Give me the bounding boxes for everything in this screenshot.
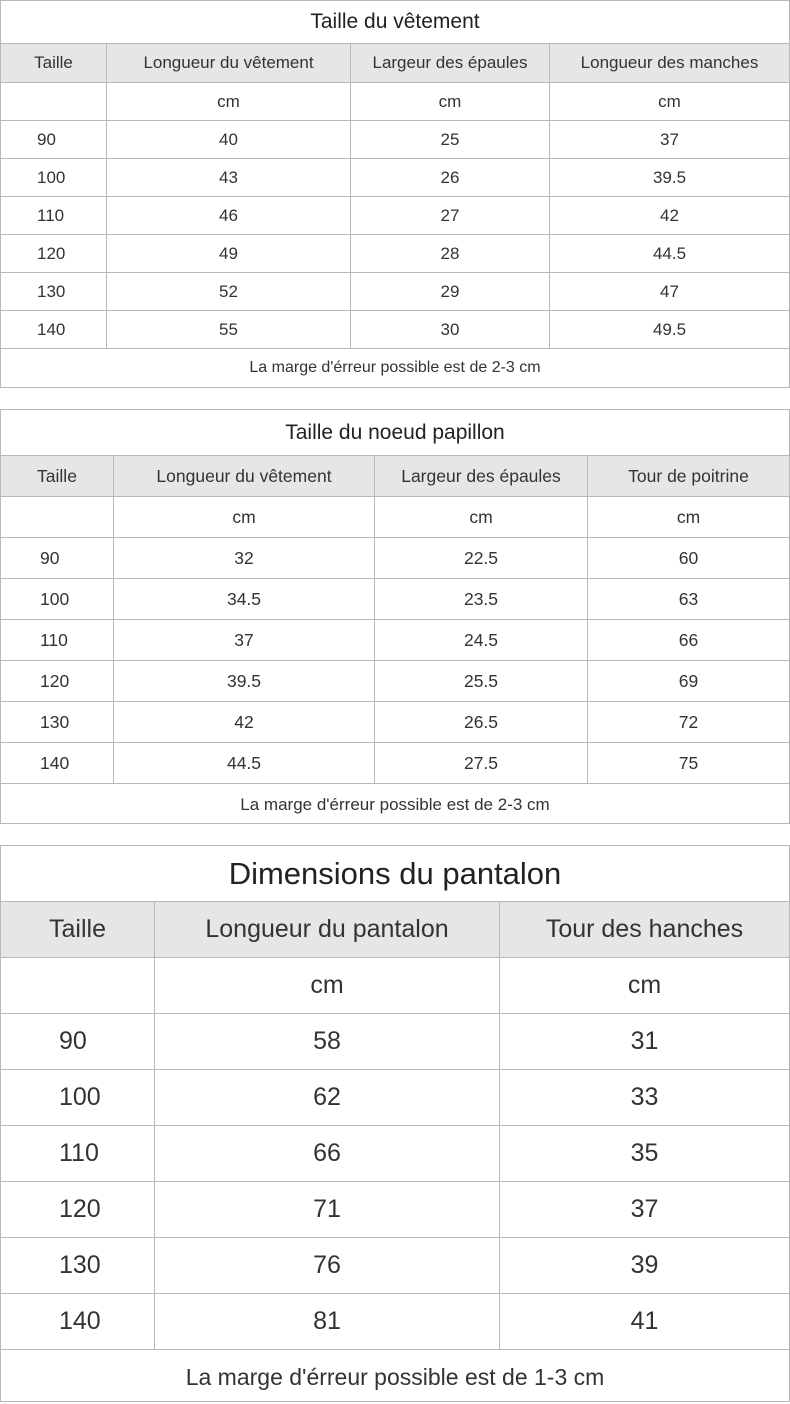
size-cell: 110 — [1, 197, 107, 234]
table-row — [1, 311, 789, 349]
unit-cell — [1, 497, 114, 537]
unit-cell: cm — [107, 83, 351, 120]
value-cell: 23.5 — [375, 579, 588, 619]
table-title: Dimensions du pantalon — [1, 846, 789, 902]
value-cell: 44.5 — [114, 743, 375, 783]
table-row — [1, 1014, 789, 1070]
unit-row — [1, 497, 789, 538]
table-row — [1, 702, 789, 743]
value-cell: 66 — [678, 629, 699, 650]
header-row — [1, 902, 789, 958]
unit-cell — [1, 958, 155, 1013]
value-cell: 76 — [155, 1238, 500, 1293]
value-cell: 69 — [678, 670, 699, 691]
table-footer-note: La marge d'érreur possible est de 2-3 cm — [240, 794, 550, 814]
unit-row — [1, 83, 789, 121]
size-cell: 130 — [1, 1238, 155, 1293]
value-cell: 42 — [114, 702, 375, 742]
value-cell: 71 — [155, 1182, 500, 1237]
header-cell: Longueur des manches — [580, 53, 759, 72]
value-cell: 37 — [630, 1195, 659, 1223]
table-footer-note: La marge d'érreur possible est de 1-3 cm — [185, 1363, 605, 1390]
size-cell: 110 — [1, 1126, 155, 1181]
value-cell: 44.5 — [652, 243, 687, 263]
table-taille-vetement — [0, 0, 790, 388]
value-cell: 46 — [107, 197, 351, 234]
value-cell: 25.5 — [375, 661, 588, 701]
header-cell: Largeur des épaules — [351, 44, 550, 82]
header-cell: Longueur du pantalon — [155, 902, 500, 957]
size-cell: 100 — [1, 1070, 155, 1125]
header-cell: Largeur des épaules — [375, 456, 588, 496]
header-cell: Longueur du vêtement — [107, 44, 351, 82]
table-row — [1, 273, 789, 311]
value-cell: 31 — [630, 1027, 659, 1055]
value-cell: 49.5 — [652, 319, 687, 339]
value-cell: 33 — [630, 1083, 659, 1111]
header-cell: Tour de poitrine — [628, 465, 749, 486]
value-cell: 42 — [660, 205, 679, 225]
table-noeud-papillon — [0, 409, 790, 824]
table-title: Taille du noeud papillon — [1, 410, 789, 456]
size-cell: 110 — [1, 620, 114, 660]
table-row — [1, 661, 789, 702]
header-cell: Tour des hanches — [545, 915, 744, 943]
unit-cell: cm — [351, 83, 550, 120]
unit-row — [1, 958, 789, 1014]
unit-cell: cm — [155, 958, 500, 1013]
value-cell: 26 — [351, 159, 550, 196]
table-row — [1, 197, 789, 235]
size-cell: 90 — [1, 1014, 155, 1069]
table-title: Taille du vêtement — [1, 1, 789, 44]
value-cell: 30 — [351, 311, 550, 348]
value-cell: 75 — [678, 752, 699, 773]
size-cell: 100 — [1, 159, 107, 196]
unit-cell: cm — [676, 506, 701, 527]
value-cell: 58 — [155, 1014, 500, 1069]
table-row — [1, 235, 789, 273]
table-dimensions-pantalon — [0, 845, 790, 1402]
value-cell: 40 — [107, 121, 351, 158]
value-cell: 66 — [155, 1126, 500, 1181]
size-cell: 90 — [1, 538, 114, 578]
header-cell: Taille — [1, 456, 114, 496]
value-cell: 27 — [351, 197, 550, 234]
header-row — [1, 456, 789, 497]
value-cell: 27.5 — [375, 743, 588, 783]
table-row — [1, 1238, 789, 1294]
value-cell: 60 — [678, 547, 699, 568]
header-cell: Taille — [1, 902, 155, 957]
table-row — [1, 538, 789, 579]
value-cell: 37 — [114, 620, 375, 660]
unit-cell: cm — [375, 497, 588, 537]
size-cell: 140 — [1, 743, 114, 783]
table-footer-note: La marge d'érreur possible est de 2-3 cm — [249, 359, 541, 376]
value-cell: 62 — [155, 1070, 500, 1125]
value-cell: 39.5 — [114, 661, 375, 701]
size-cell: 90 — [1, 121, 107, 158]
header-row — [1, 44, 789, 83]
value-cell: 81 — [155, 1294, 500, 1349]
value-cell: 29 — [351, 273, 550, 310]
table-row — [1, 579, 789, 620]
table-row — [1, 1294, 789, 1350]
value-cell: 55 — [107, 311, 351, 348]
size-cell: 120 — [1, 661, 114, 701]
value-cell: 34.5 — [114, 579, 375, 619]
value-cell: 43 — [107, 159, 351, 196]
size-cell: 100 — [1, 579, 114, 619]
size-cell: 120 — [1, 1182, 155, 1237]
value-cell: 22.5 — [375, 538, 588, 578]
table-row — [1, 743, 789, 784]
size-cell: 130 — [1, 702, 114, 742]
value-cell: 37 — [660, 129, 679, 149]
table-row — [1, 1070, 789, 1126]
value-cell: 35 — [630, 1139, 659, 1167]
value-cell: 49 — [107, 235, 351, 272]
table-row — [1, 620, 789, 661]
table-row — [1, 159, 789, 197]
unit-cell: cm — [627, 971, 662, 999]
value-cell: 28 — [351, 235, 550, 272]
table-row — [1, 1182, 789, 1238]
value-cell: 24.5 — [375, 620, 588, 660]
table-row — [1, 1126, 789, 1182]
size-cell: 130 — [1, 273, 107, 310]
unit-cell: cm — [114, 497, 375, 537]
value-cell: 72 — [678, 711, 699, 732]
size-cell: 120 — [1, 235, 107, 272]
header-cell: Taille — [1, 44, 107, 82]
value-cell: 32 — [114, 538, 375, 578]
header-cell: Longueur du vêtement — [114, 456, 375, 496]
value-cell: 63 — [678, 588, 699, 609]
value-cell: 41 — [630, 1307, 659, 1335]
value-cell: 47 — [660, 281, 679, 301]
value-cell: 39 — [630, 1251, 659, 1279]
value-cell: 26.5 — [375, 702, 588, 742]
size-cell: 140 — [1, 1294, 155, 1349]
table-row — [1, 121, 789, 159]
value-cell: 25 — [351, 121, 550, 158]
size-cell: 140 — [1, 311, 107, 348]
value-cell: 52 — [107, 273, 351, 310]
value-cell: 39.5 — [652, 167, 687, 187]
unit-cell: cm — [658, 91, 681, 111]
unit-cell — [1, 83, 107, 120]
